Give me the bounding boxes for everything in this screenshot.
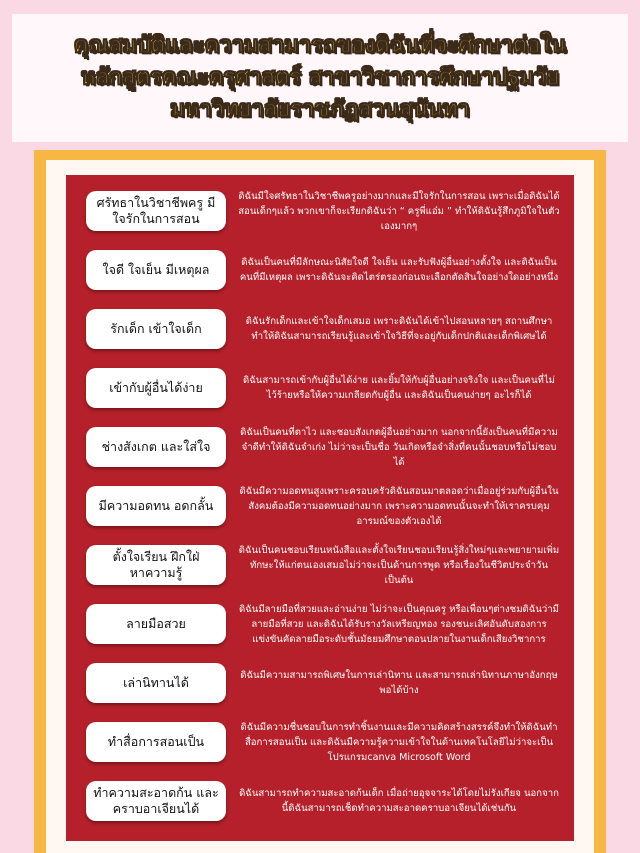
qualification-label: ลายมือสวย: [86, 604, 226, 644]
qualification-description: ดิฉันรักเด็กและเข้าใจเด็กเสมอ เพราะดิฉันได้เข้าไปสอนหลายๆ สถานศึกษา ทำให้ดิฉันสามารถเรียนรู้และเข้าใจวิธีที่จะอยู่กับเด็กปกติและเด็กพิเศษได้: [245, 316, 553, 342]
list-item: [66, 714, 574, 770]
title-line-1: คุณสมบัติและความสามารถของดิฉันที่จะศึกษาต่อใน: [73, 33, 567, 58]
qualification-label: ตั้งใจเรียน ฝึกใฝ่หาความรู้: [86, 545, 226, 585]
qualification-label: ใจดี ใจเย็น มีเหตุผล: [86, 250, 226, 290]
list-item: [66, 596, 574, 652]
qualification-label: เล่านิทานได้: [86, 663, 226, 703]
qualification-description: ดิฉันเป็นคนที่มีลักษณะนิสัยใจดี ใจเย็น และรับฟังผู้อื่นอย่างตั้งใจ และดิฉันเป็นคนที่มีเหตุผล เพราะดิฉันจะคิดไตร่ตรองก่อนจะเลือกตัดสินใจอย่างใดอย่างหนึ่ง: [239, 257, 559, 283]
qualification-description: ดิฉันมีความชื่นชอบในการทำชิ้นงานและมีความคิดสร้างสรรค์จึงทำให้ดิฉันทำสื่อการสอนเป็น และดิฉันมีความรู้ความเข้าใจในด้านเทคโนโลยีไม่ว่าจะเป็นโปรแกรมcanva Microsoft Word: [240, 721, 558, 763]
qualification-label: ทำสื่อการสอนเป็น: [86, 722, 226, 762]
qualification-description: ดิฉันมีความสามารถพิเศษในการเล่านิทาน และสามารถเล่านิทานภาษาอังกฤษพอได้บ้าง: [240, 670, 558, 696]
qualification-description: ดิฉันสามารถทำความสะอาดก้นเด็ก เมื่อถ่ายอุจจาระได้โดยไม่รังเกียจ นอกจากนี้ดิฉันสามารถเช็ดทำความสะอาดคราบอาเจียนได้เช่นกัน: [239, 788, 559, 814]
list-item: [66, 301, 574, 357]
qualification-label: รักเด็ก เข้าใจเด็ก: [86, 309, 226, 349]
list-item: [66, 242, 574, 298]
qualification-label: มีความอดทน อดกลั้น: [86, 486, 226, 526]
qualification-description: ดิฉันเป็นคนที่ตาไว และชอบสังเกตผู้อื่นอย่างมาก นอกจากนี้ยังเป็นคนที่มีความจำดีทำให้ดิฉันจำเก่ง ไม่ว่าจะเป็นชื่อ วันเกิดหรือจำสิ่งที่คนนั้นชอบหรือไม่ชอบได้: [240, 426, 558, 468]
qualification-description: ดิฉันสามารถเข้ากับผู้อื่นได้ง่าย และยิ้มให้กับผู้อื่นอย่างจริงใจ และเป็นคนที่ไม่ไว้ร้ายหรือให้ความเกลียดกับผู้อื่น และดิฉันเป็นคนง่ายๆ อะไรก็ได้: [243, 375, 555, 401]
list-item: [66, 360, 574, 416]
title-line-3: มหาวิทยาลัยราชภัฏสวนสุนันทา: [170, 97, 470, 122]
list-item: [66, 655, 574, 711]
list-item: [66, 419, 574, 475]
qualification-label: ศรัทธาในวิชาชีพครู มีใจรักในการสอน: [86, 191, 226, 231]
title-line-2: หลักสูตรคณะครุศาสตร์ สาขาวิชาการศึกษาปฐมวัย: [80, 65, 560, 90]
qualification-description: ดิฉันเป็นคนชอบเรียนหนังสือและตั้งใจเรียนชอบเรียนรู้สิ่งใหม่ๆและพยายามเพิ่มทักษะให้แก่ตนเองเสมอไม่ว่าจะเป็นด้านการพูด หรือเรื่องในชีวิตประจำวันเป็นต้น: [238, 544, 560, 586]
qualification-description: ดิฉันมีความอดทนสูงเพราะครอบครัวดิฉันสอนมาตลอดว่าเมื่ออยู่ร่วมกับผู้อื่นในสังคมต้องมีความอดทนอย่างมาก เพราะความอดทนนั้นจะทำให้เราครบคุมอารมณ์ของตัวเองได้: [239, 485, 559, 527]
qualification-description: ดิฉันมีลายมือที่สวยและอ่านง่าย ไม่ว่าจะเป็นคุณครู หรือเพื่อนๆต่างชมดิฉันว่ามีลายมือที่สวย และดิฉันได้รับรางวัลเหรียญทอง รองชนะเลิศอันดับสองการแข่งขันคัดลายมือระดับชั้นมัธยมศึกษาตอนปลายในงานเด็กเสียงวิชาการ: [239, 603, 559, 645]
list-item: [66, 773, 574, 829]
qualifications-panel: [66, 175, 574, 841]
list-item: [66, 478, 574, 534]
qualification-description: ดิฉันมีใจศรัทธาในวิชาชีพครูอย่างมากและมีใจรักในการสอน เพราะเมื่อดิฉันได้สอนเด็กๆแล้ว พวกเขาก็จะเรียกดิฉันว่า “ ครูพี่แอ๋ม ” ทำให้ดิฉันรู้สึกภูมิใจในตัวเองมากๆ: [238, 190, 560, 232]
header-title-box: [12, 14, 628, 142]
qualification-label: ช่างสังเกต และใส่ใจ: [86, 427, 226, 467]
list-item: [66, 537, 574, 593]
qualification-label: ทำความสะอาดก้น และคราบอาเจียนได้: [86, 781, 226, 821]
list-item: [66, 183, 574, 239]
qualification-label: เข้ากับผู้อื่นได้ง่าย: [86, 368, 226, 408]
